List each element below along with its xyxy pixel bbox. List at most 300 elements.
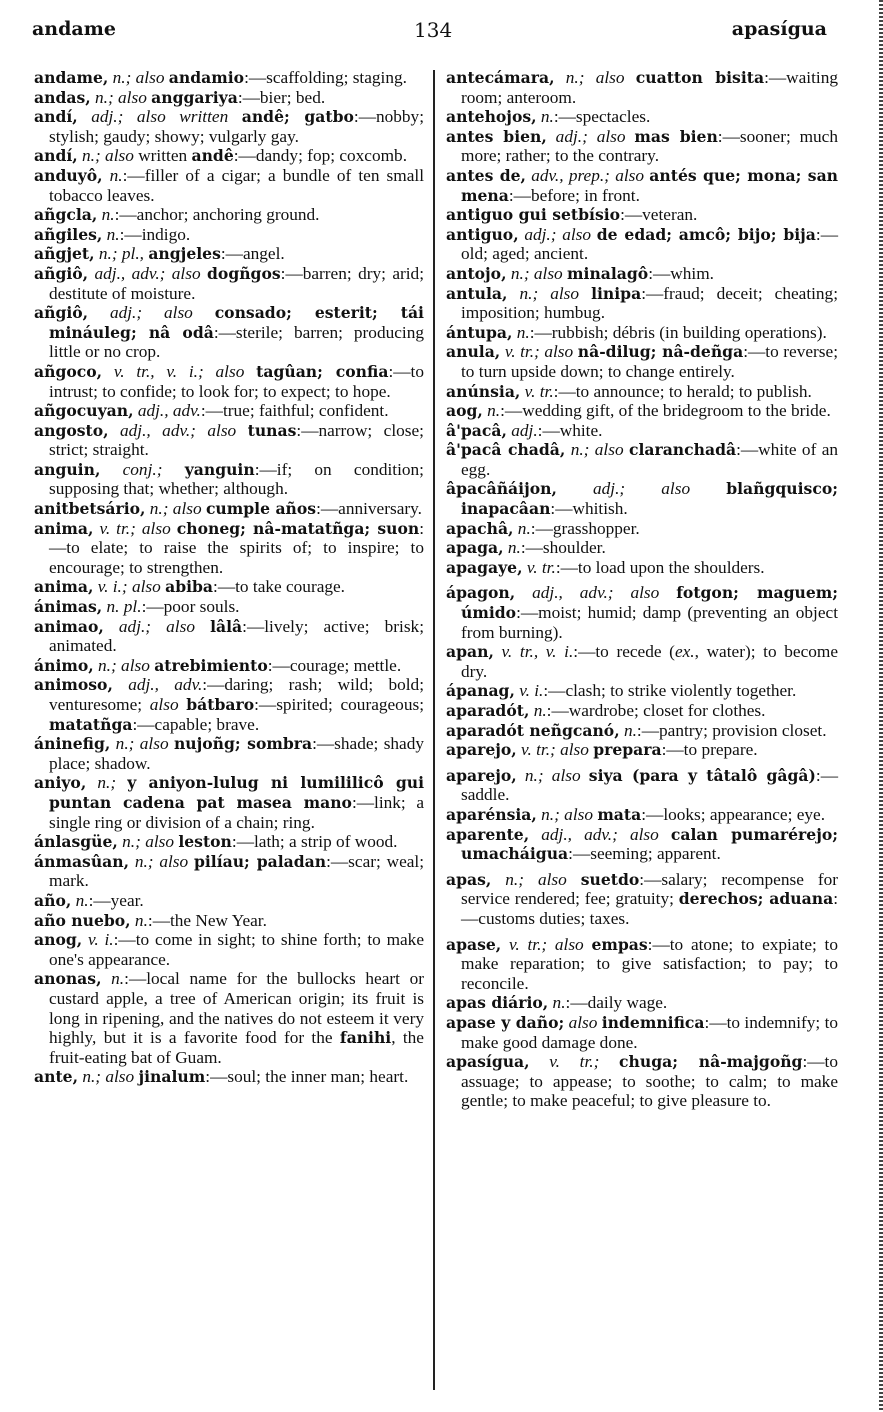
variant-term: chuga; nâ-majgoñg xyxy=(619,1052,803,1072)
grammar-label: v. i.; also xyxy=(93,577,166,597)
headword: apas, xyxy=(446,869,492,889)
grammar-label: n.; also xyxy=(108,68,169,87)
dictionary-entry xyxy=(446,68,838,107)
grammar-label: n. pl. xyxy=(102,597,142,617)
grammar-label: v. tr.; also xyxy=(501,934,592,954)
grammar-label: n.; xyxy=(86,773,128,793)
grammar-label: n.; also xyxy=(536,804,598,824)
variant-term: atrebimiento xyxy=(154,655,268,675)
page-edge xyxy=(879,0,883,1412)
variant-term: prepara xyxy=(593,740,662,760)
grammar-label: also xyxy=(149,695,187,714)
definition-text: :—white of an egg. xyxy=(461,440,839,479)
dictionary-entry xyxy=(446,935,838,994)
dictionary-entry xyxy=(446,681,838,701)
variant-term: consado; esterit; tái mináuleg; nâ odâ xyxy=(49,303,424,342)
grammar-label: adj., adv. xyxy=(112,675,203,695)
variant-term: andê xyxy=(191,146,234,166)
dictionary-entry xyxy=(446,264,838,284)
headword: apachâ, xyxy=(446,518,514,538)
variant-term: indemnifica xyxy=(601,1012,705,1032)
headword: antes bien, xyxy=(446,126,547,146)
grammar-label: v. tr.; also xyxy=(500,342,578,362)
dictionary-entry xyxy=(446,766,838,805)
page-header xyxy=(0,0,883,60)
grammar-label: n.; also xyxy=(554,68,636,87)
headword: aparénsia, xyxy=(446,804,537,824)
headword: antula, xyxy=(446,283,508,303)
definition-text: :—fraud; deceit; cheating; imposition; humbug. xyxy=(461,283,838,323)
variant-term: andamio xyxy=(168,68,245,87)
dictionary-entry xyxy=(446,993,838,1013)
dictionary-entry xyxy=(34,499,424,519)
definition-text: :—narrow; close; strict; straight. xyxy=(49,420,424,460)
headword: ánlasgüe, xyxy=(34,832,118,852)
definition-text: :—soul; the inner man; heart. xyxy=(205,1067,409,1087)
dictionary-entry xyxy=(446,166,838,205)
dictionary-entry xyxy=(446,583,838,642)
grammar-label: n. xyxy=(619,720,637,740)
definition-text: :—to recede ( xyxy=(573,642,675,662)
variant-term: matatñga xyxy=(49,714,133,734)
grammar-label: v. tr.; also xyxy=(93,518,177,538)
variant-term: lâlâ xyxy=(210,616,243,636)
grammar-label: n. xyxy=(548,993,566,1013)
definition-text: :—pantry; provision closet. xyxy=(636,720,827,740)
definition-text: :—to prepare. xyxy=(661,740,758,760)
dictionary-entry xyxy=(446,401,838,421)
headword: angosto, xyxy=(34,420,109,440)
definition-text: :—sooner; much more; rather; to the contrary. xyxy=(461,126,838,166)
definition-text: :—anchor; anchoring ground. xyxy=(114,205,320,225)
definition-text: :—lath; a strip of wood. xyxy=(231,832,398,852)
grammar-label: n.; also xyxy=(117,832,179,852)
dictionary-entry xyxy=(34,146,424,166)
headword: apasígua, xyxy=(446,1052,530,1072)
definition-text: :—wedding gift, of the bridegroom to the bride. xyxy=(500,401,831,421)
variant-term: choneg; nâ-matatñga; suon xyxy=(176,518,420,538)
headword: apas diário, xyxy=(446,993,549,1013)
grammar-label: n. xyxy=(503,538,521,558)
headword: anula, xyxy=(446,342,501,362)
definition-text: :—nobby; stylish; gaudy; showy; vulgarly gay. xyxy=(49,107,424,146)
dictionary-entry xyxy=(446,127,838,166)
headword: anima, xyxy=(34,577,94,597)
headword: ápanag, xyxy=(446,681,515,701)
variant-term: abiba xyxy=(165,577,214,597)
grammar-label: also xyxy=(564,1012,602,1032)
headword: andí, xyxy=(34,146,78,166)
grammar-label: n.; also xyxy=(491,869,581,889)
dictionary-entry xyxy=(34,656,424,676)
definition-text: :—scar; weal; mark. xyxy=(49,851,425,891)
left-column xyxy=(34,68,424,1087)
dictionary-entry xyxy=(446,825,838,864)
dictionary-entry xyxy=(34,205,424,225)
dictionary-entry xyxy=(34,225,424,245)
definition-text: :—customs duties; taxes. xyxy=(461,889,838,928)
definition-text: :—bier; bed. xyxy=(237,87,326,107)
definition-text: :—filler of a cigar; a bundle of ten small tobacco leaves. xyxy=(49,165,424,205)
variant-term: fanihi xyxy=(339,1028,392,1048)
dictionary-entry xyxy=(34,264,424,303)
variant-term: claranchadâ xyxy=(628,440,737,460)
grammar-label: adj., adv. xyxy=(133,401,201,421)
headword: ántupa, xyxy=(446,322,513,342)
dictionary-entry xyxy=(34,597,424,617)
headword: â'pacâ chadâ, xyxy=(446,440,566,460)
variant-term: anggariya xyxy=(151,87,238,107)
grammar-label: adj.; also xyxy=(518,224,597,244)
dictionary-entry xyxy=(446,382,838,402)
grammar-label: adv., prep.; also xyxy=(525,165,650,185)
variant-term: leston xyxy=(178,832,232,852)
definition-text: :—whim. xyxy=(648,263,714,283)
grammar-label: n.; also xyxy=(506,263,568,283)
grammar-label: n. xyxy=(482,401,501,421)
right-column xyxy=(446,68,838,1111)
definition-text: :—wardrobe; closet for clothes. xyxy=(546,701,766,720)
variant-term: bátbaro xyxy=(186,695,255,714)
definition-text: :—saddle. xyxy=(461,765,838,805)
dictionary-entry xyxy=(446,421,838,441)
dictionary-entry xyxy=(34,617,424,656)
dictionary-entry xyxy=(446,721,838,741)
headword: añgiô, xyxy=(34,303,89,323)
definition-text: :—daily wage. xyxy=(565,993,668,1013)
left-guide-word: andame xyxy=(32,18,116,40)
definition-text: :—to come in sight; to shine forth; to make one's appearance. xyxy=(49,930,424,969)
dictionary-entry xyxy=(446,284,838,323)
dictionary-entry xyxy=(34,1067,424,1087)
variant-term: andê; gatbo xyxy=(241,107,354,127)
headword: año, xyxy=(34,890,72,910)
definition-text: :—before; in front. xyxy=(508,185,640,205)
definition-text: :—spirited; courageous; xyxy=(254,695,424,714)
dictionary-entry xyxy=(34,362,424,401)
headword: aparejo, xyxy=(446,765,517,785)
grammar-label: n.; also xyxy=(78,1067,139,1087)
definition-text: :—moist; humid; damp (preventing an object from burning). xyxy=(461,603,838,642)
grammar-label: n.; also xyxy=(145,499,206,519)
headword: anima, xyxy=(34,518,94,538)
definition-text: :—old; aged; ancient. xyxy=(461,224,838,264)
headword: apaga, xyxy=(446,538,504,558)
variant-term: mata xyxy=(597,804,642,824)
grammar-label: adj., adv.; also xyxy=(529,824,671,844)
headword: añgjet, xyxy=(34,244,95,264)
variant-term: de edad; amcô; bijo; bija xyxy=(596,224,816,244)
grammar-label: n.; pl., xyxy=(94,244,144,264)
definition-text: :—scaffolding; staging. xyxy=(244,68,407,87)
grammar-label: n.; also xyxy=(90,87,152,107)
headword: aparadót, xyxy=(446,701,530,720)
definition-text: :—to reverse; to turn upside down; to change entirely. xyxy=(461,342,838,381)
variant-term: minalagô xyxy=(567,263,649,283)
headword: antiguo, xyxy=(446,224,519,244)
dictionary-entry xyxy=(446,1052,838,1111)
definition-text: :—to indemnify; to make good damage done. xyxy=(461,1012,839,1052)
variant-term: dogñgos xyxy=(207,263,281,283)
headword: añgocuyan, xyxy=(34,401,134,421)
definition-text: , water); to become dry. xyxy=(461,642,838,681)
definition-text: :—to announce; to herald; to publish. xyxy=(553,381,812,401)
definition-text: :—anniversary. xyxy=(316,499,422,519)
variant-term: cumple años xyxy=(205,499,317,519)
headword: animao, xyxy=(34,616,104,636)
grammar-label: n. xyxy=(513,518,531,538)
variant-term: derechos; aduana xyxy=(678,889,834,909)
dictionary-entry xyxy=(34,832,424,852)
grammar-label: adj.; also xyxy=(88,303,215,323)
grammar-label: adj., adv.; also xyxy=(515,583,677,603)
definition-text: :—veteran. xyxy=(620,205,698,225)
headword: âpacâñáijon, xyxy=(446,479,557,499)
variant-term: tunas xyxy=(247,420,297,440)
definition-text: :—capable; brave. xyxy=(132,714,260,734)
column-divider xyxy=(433,70,435,1390)
dictionary-entry xyxy=(34,166,424,205)
definition-text: :—shoulder. xyxy=(520,538,606,558)
headword: aparadót neñgcanó, xyxy=(446,720,620,740)
grammar-label: v. tr.; xyxy=(529,1052,620,1072)
definition-text: :—lively; active; brisk; animated. xyxy=(49,616,424,656)
grammar-label: v. tr., v. i.; also xyxy=(102,361,257,381)
headword: ánimo, xyxy=(34,655,94,675)
dictionary-entry xyxy=(446,558,838,578)
dictionary-entry xyxy=(34,107,424,146)
variant-term: fotgon; maguem; úmido xyxy=(461,583,838,623)
headword: anúnsia, xyxy=(446,381,521,401)
dictionary-entry xyxy=(446,701,838,721)
definition-text: :—grasshopper. xyxy=(530,518,640,538)
grammar-label: adj.; also xyxy=(103,616,211,636)
grammar-label: conj.; xyxy=(100,459,185,479)
dictionary-entry xyxy=(446,225,838,264)
grammar-label: n. xyxy=(102,224,120,244)
headword: antiguo gui setbísio xyxy=(446,205,621,225)
dictionary-entry xyxy=(34,88,424,108)
grammar-label: n. xyxy=(529,701,547,720)
dictionary-entry xyxy=(34,773,424,832)
variant-term: cuatton bisita xyxy=(635,68,765,87)
dictionary-entry xyxy=(34,911,424,931)
headword: apase, xyxy=(446,934,502,954)
dictionary-entry xyxy=(446,323,838,343)
variant-term: yanguin xyxy=(184,459,255,479)
dictionary-entry xyxy=(34,68,424,88)
variant-term: nujoñg; sombra xyxy=(173,734,313,754)
dictionary-entry xyxy=(34,734,424,773)
dictionary-entry xyxy=(446,740,838,760)
variant-term: linipa xyxy=(591,283,642,303)
variant-term: blañgquisco; inapacâan xyxy=(461,479,838,519)
page-number: 134 xyxy=(414,18,453,42)
dictionary-entry xyxy=(34,852,424,891)
dictionary-entry xyxy=(446,870,838,929)
grammar-label: n. xyxy=(97,205,115,225)
grammar-label: n.; also xyxy=(565,440,629,460)
headword: anitbetsário, xyxy=(34,499,146,519)
headword: apase y daño; xyxy=(446,1012,565,1032)
definition-text: :—local name for the bullocks heart or custard apple, a tree of American origin; its fruit is long in ripening, and the natives do not esteem it very highly, but it is a favorite food for the xyxy=(49,969,424,1048)
grammar-label: ex. xyxy=(674,642,695,662)
grammar-label: adj. xyxy=(506,420,538,440)
definition-text: :—link; a single ring or division of a chain; ring. xyxy=(49,792,425,832)
grammar-label: n.; also xyxy=(77,146,134,166)
headword: aparente, xyxy=(446,824,530,844)
dictionary-entry xyxy=(34,401,424,421)
definition-text: :—the New Year. xyxy=(147,910,267,930)
dictionary-entry xyxy=(34,891,424,911)
definition-text: :—waiting room; anteroom. xyxy=(461,68,838,107)
headword: ante, xyxy=(34,1067,78,1087)
headword: animoso, xyxy=(34,675,113,695)
definition-text: :—shade; shady place; shadow. xyxy=(49,734,425,773)
definition-text: :—whitish. xyxy=(550,499,628,519)
headword: añgiles, xyxy=(34,224,103,244)
definition-text: :—angel. xyxy=(220,244,285,264)
dictionary-entry xyxy=(34,577,424,597)
grammar-label: n. xyxy=(536,107,554,127)
grammar-label: n.; also xyxy=(516,765,589,785)
definition-text: :—indigo. xyxy=(119,224,191,244)
definition-text: :—true; faithful; confident. xyxy=(200,401,389,421)
definition-text: , the fruit-eating bat of Guam. xyxy=(49,1028,424,1067)
headword: andas, xyxy=(34,87,91,107)
dictionary-entry xyxy=(446,440,838,479)
grammar-label: n.; also xyxy=(507,283,592,303)
definition-text: :—to take courage. xyxy=(213,577,346,597)
definition-text: :—white. xyxy=(537,420,603,440)
headword: añgcla, xyxy=(34,205,98,225)
definition-text: :—dandy; fop; coxcomb. xyxy=(233,146,408,166)
grammar-label: n. xyxy=(102,165,123,185)
variant-term: calan pumarérejo; umacháigua xyxy=(461,824,838,864)
definition-text: :—sterile; barren; producing little or no crop. xyxy=(49,322,424,362)
definition-text: :—to load upon the shoulders. xyxy=(555,557,765,577)
variant-term: empas xyxy=(591,934,648,954)
definition-text: :—to elate; to raise the spirits of; to inspire; to encourage; to strengthen. xyxy=(49,518,425,577)
variant-term: suetdo xyxy=(580,869,640,889)
dictionary-entry xyxy=(34,930,424,969)
dictionary-entry xyxy=(446,107,838,127)
definition-text: :—rubbish; débris (in building operations). xyxy=(529,322,827,342)
headword: anog, xyxy=(34,930,83,950)
definition-text: :—to intrust; to confide; to look for; to expect; to hope. xyxy=(49,361,424,401)
definition-text: :—poor souls. xyxy=(141,597,240,617)
definition-text: :—clash; to strike violently together. xyxy=(543,681,797,701)
definition-text: :—to atone; to expiate; to make reparation; to give satisfaction; to pay; to reconcile. xyxy=(461,934,838,993)
definition-text: written xyxy=(133,146,192,166)
definition-text: :—seeming; apparent. xyxy=(568,844,721,864)
dictionary-entry xyxy=(34,969,424,1067)
dictionary-entry xyxy=(446,519,838,539)
headword: anguin, xyxy=(34,459,101,479)
headword: aniyo, xyxy=(34,773,87,793)
right-guide-word: apasígua xyxy=(731,18,827,40)
grammar-label: n.; also xyxy=(110,734,174,754)
headword: añgoco, xyxy=(34,361,103,381)
headword: apan, xyxy=(446,642,494,662)
headword: áninefig, xyxy=(34,734,111,754)
headword: â'pacâ, xyxy=(446,420,507,440)
grammar-label: n.; also xyxy=(129,851,194,871)
dictionary-entry xyxy=(446,1013,838,1052)
dictionary-entry xyxy=(446,479,838,518)
headword: andame, xyxy=(34,68,109,87)
headword: apagaye, xyxy=(446,557,523,577)
grammar-label: n. xyxy=(130,910,148,930)
grammar-label: n. xyxy=(101,969,125,989)
headword: antecámara, xyxy=(446,68,555,87)
grammar-label: adj.; also xyxy=(546,126,635,146)
headword: ánimas, xyxy=(34,597,103,617)
variant-term: mas bien xyxy=(634,126,718,146)
dictionary-entry xyxy=(34,244,424,264)
definition-text: :—daring; rash; wild; bold; venturesome; xyxy=(49,675,424,714)
dictionary-entry xyxy=(34,675,424,734)
definition-text: :—to assuage; to appease; to soothe; to calm; to make gentle; to make peaceful; to give pleasure to. xyxy=(461,1052,838,1111)
definition-text: :—courage; mettle. xyxy=(267,655,402,675)
definition-text: :—spectacles. xyxy=(553,107,651,127)
headword: antes de, xyxy=(446,165,526,185)
dictionary-entry xyxy=(446,538,838,558)
definition-text: :—if; on condition; supposing that; whether; although. xyxy=(49,459,424,499)
headword: antehojos, xyxy=(446,107,537,127)
definition-text: :—year. xyxy=(88,890,144,910)
headword: ánmasûan, xyxy=(34,851,130,871)
grammar-label: n. xyxy=(71,890,89,910)
dictionary-entry xyxy=(446,642,838,681)
headword: año nuebo, xyxy=(34,910,131,930)
dictionary-entry xyxy=(34,519,424,578)
grammar-label: adj.; also written xyxy=(77,107,242,127)
variant-term: antés que; mona; san mena xyxy=(461,165,839,205)
dictionary-entry xyxy=(446,805,838,825)
grammar-label: adj., adv.; also xyxy=(88,263,208,283)
dictionary-entry xyxy=(34,303,424,362)
headword: añgiô, xyxy=(34,263,89,283)
grammar-label: n. xyxy=(512,322,530,342)
dictionary-entry xyxy=(446,205,838,225)
variant-term: jinalum xyxy=(138,1067,206,1087)
grammar-label: v. tr.; also xyxy=(516,740,594,760)
variant-term: nâ-dilug; nâ-deñga xyxy=(577,342,744,362)
grammar-label: adj.; also xyxy=(556,479,727,499)
variant-term: siya (para y tâtalô gâgâ) xyxy=(588,765,816,785)
definition-text: :—looks; appearance; eye. xyxy=(641,804,826,824)
dictionary-entry xyxy=(34,460,424,499)
definition-text: :—barren; dry; arid; destitute of moisture. xyxy=(49,263,424,303)
headword: andí, xyxy=(34,107,78,127)
variant-term: pilíau; paladan xyxy=(193,851,327,871)
headword: antojo, xyxy=(446,263,507,283)
grammar-label: v. i. xyxy=(82,930,114,950)
definition-text: :—salary; recompense for service rendered; fee; gratuity; xyxy=(461,869,838,909)
grammar-label: adj., adv.; also xyxy=(108,420,248,440)
dictionary-entry xyxy=(446,342,838,381)
grammar-label: n.; also xyxy=(93,655,155,675)
variant-term: angjeles xyxy=(148,244,221,264)
dictionary-entry xyxy=(34,421,424,460)
grammar-label: v. tr. xyxy=(522,557,556,577)
variant-term: y aniyon-lulug ni lumililicô gui puntan cadena pat masea mano xyxy=(49,773,424,812)
headword: aog, xyxy=(446,401,483,421)
grammar-label: v. i. xyxy=(514,681,544,701)
headword: anonas, xyxy=(34,969,102,989)
headword: anduyô, xyxy=(34,165,103,185)
